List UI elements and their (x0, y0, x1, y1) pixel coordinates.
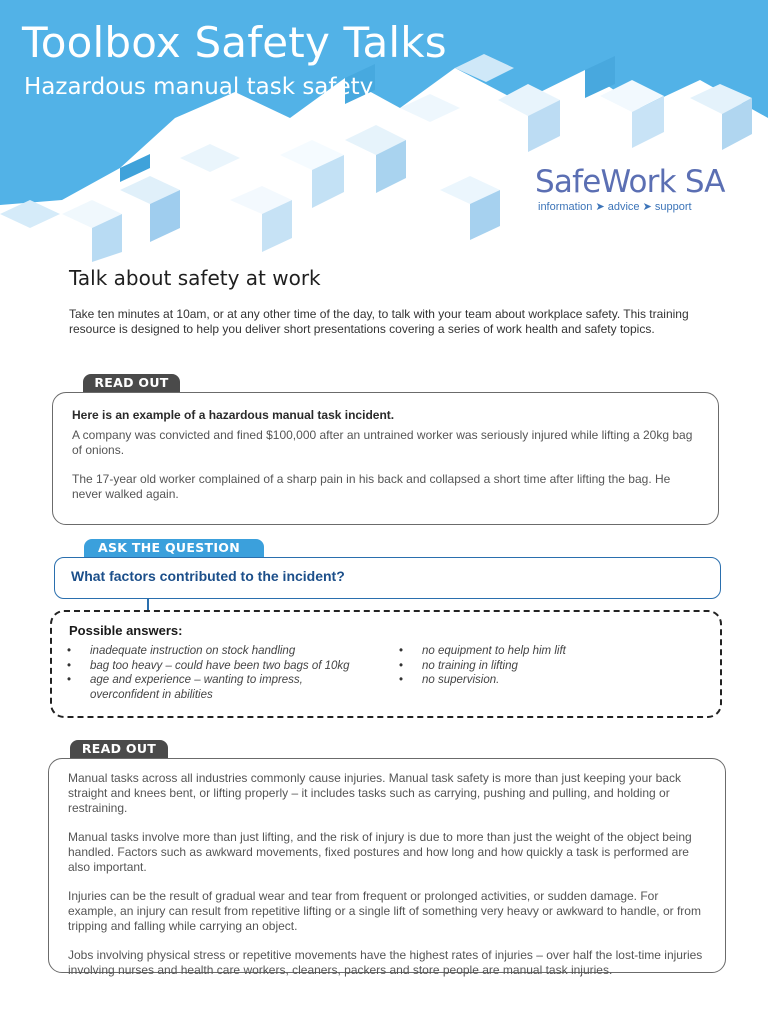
ask-question-tab: ASK THE QUESTION (84, 539, 264, 557)
bullet-icon: • (399, 674, 404, 686)
read-out-paragraph: Manual tasks across all industries commonly cause injuries. Manual task safety is more than just keeping your back straight and knees bent, or lifting properly – it includes tasks such as carrying, pushing and pulling, and holding or restraining. (68, 771, 681, 815)
bullet-icon: • (399, 659, 404, 672)
safework-logo (535, 164, 725, 213)
bullet-icon: • (67, 674, 72, 686)
document-subtitle: Hazardous manual task safety (24, 74, 374, 100)
answer-text: bag too heavy – could have been two bags of 10kg (90, 659, 350, 672)
bullet-icon: • (67, 645, 72, 657)
answers-list-left (67, 644, 367, 702)
brand-name: SafeWork SA (535, 164, 725, 200)
list-item (67, 659, 367, 674)
document-title: Toolbox Safety Talks (22, 18, 447, 67)
read-out-lead: Here is an example of a hazardous manual task incident. (72, 408, 395, 422)
answer-text: no training in lifting (422, 659, 518, 672)
section-heading: Talk about safety at work (69, 266, 321, 290)
question-box (54, 557, 721, 599)
read-out-tab: READ OUT (83, 374, 180, 392)
answer-text: age and experience – wanting to impress, overconfident in abilities (90, 674, 303, 701)
read-out-paragraph: A company was convicted and fined $100,000 after an untrained worker was seriously injured while lifting a 20kg bag of onions. (72, 428, 693, 457)
read-out-paragraph: Injuries can be the result of gradual wear and tear from frequent or prolonged activities, or sudden damage. For example, an injury can result from repetitive lifting or a single lift of something very heavy or awkward to handle, or from tripping and falling while carrying an object. (68, 889, 701, 933)
read-out-paragraph: Manual tasks involve more than just lifting, and the risk of injury is due to more than just the weight of the object being handled. Factors such as awkward movements, fixed postures and how long and how quickly a task is performed are also important. (68, 830, 692, 874)
read-out-tab: READ OUT (70, 740, 168, 758)
list-item (67, 673, 335, 702)
list-item (399, 659, 699, 674)
bullet-icon: • (399, 645, 404, 657)
answers-heading: Possible answers: (69, 623, 183, 638)
bullet-icon: • (67, 659, 72, 672)
question-connector (147, 598, 149, 610)
list-item (399, 673, 699, 688)
read-out-paragraph: Jobs involving physical stress or repetitive movements have the highest rates of injuries – over half the lost-time injuries involving nurses and health care workers, cleaners, packers and store people are manual task injuries. (68, 948, 703, 977)
list-item (399, 644, 699, 659)
answer-text: no supervision. (422, 674, 500, 686)
answer-text: inadequate instruction on stock handling (90, 645, 296, 657)
read-out-box (52, 392, 719, 525)
answer-text: no equipment to help him lift (422, 645, 566, 657)
possible-answers-box (50, 610, 722, 718)
read-out-paragraph: The 17-year old worker complained of a sharp pain in his back and collapsed a short time after lifting the bag. He never walked again. (72, 472, 671, 501)
header-banner (0, 0, 768, 262)
intro-paragraph: Take ten minutes at 10am, or at any other time of the day, to talk with your team about workplace safety. This training resource is designed to help you deliver short presentations covering a series of work health and safety topics. (69, 307, 689, 336)
read-out-box (48, 758, 726, 977)
list-item (67, 644, 367, 659)
question-text: What factors contributed to the incident? (71, 568, 345, 584)
answers-list-right (399, 644, 699, 688)
brand-tagline: information ➤ advice ➤ support (538, 201, 692, 213)
